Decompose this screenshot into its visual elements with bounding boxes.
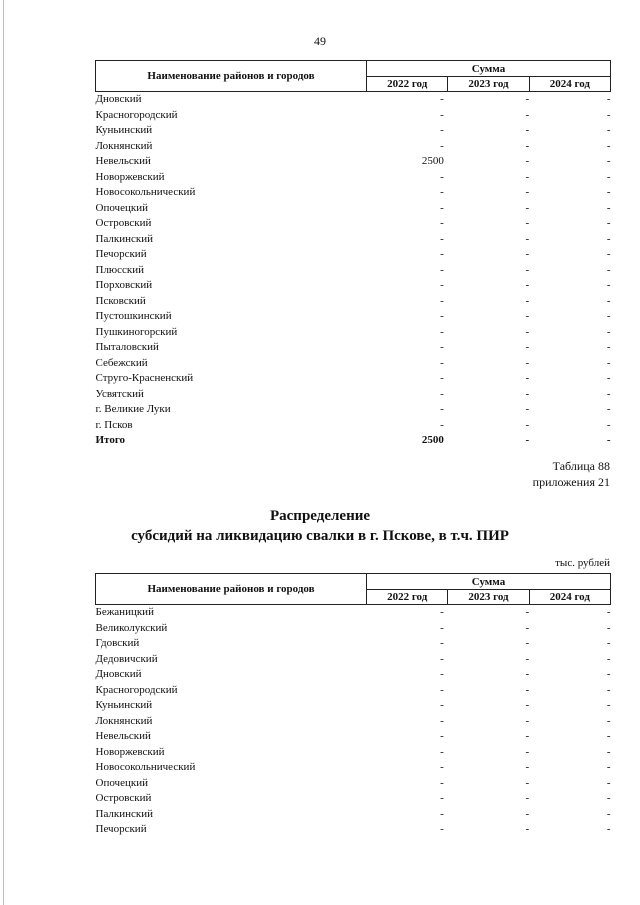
district-name: Великолукский [95, 621, 168, 634]
subsidy-table-2 [95, 573, 611, 838]
district-name: Куньинский [95, 124, 153, 136]
amount-cell: - [440, 108, 444, 121]
district-name: Плюсский [95, 263, 145, 276]
amount-cell: - [525, 668, 530, 680]
amount-cell: - [440, 201, 444, 214]
table-row [96, 232, 611, 248]
amount-cell: - [440, 341, 444, 353]
amount-cell: - [525, 637, 530, 649]
district-name: Опочецкий [95, 201, 148, 214]
amount-cell: - [440, 263, 444, 276]
amount-cell: - [606, 761, 611, 773]
amount-cell: - [606, 745, 611, 758]
amount-cell: - [440, 621, 444, 634]
amount-cell: - [606, 108, 611, 121]
amount-cell: - [606, 621, 611, 634]
amount-cell: - [606, 714, 611, 727]
amount-cell: - [606, 434, 611, 446]
table-row [96, 170, 611, 186]
district-name: г. Великие Луки [95, 403, 171, 415]
amount-cell: - [440, 232, 444, 245]
district-name: Себежский [95, 356, 148, 369]
district-name: Локнянский [95, 714, 153, 727]
amount-cell: - [440, 93, 444, 105]
amount-cell: - [440, 387, 444, 400]
table-caption [533, 458, 610, 490]
amount-cell: - [606, 730, 611, 742]
amount-cell: - [440, 170, 444, 183]
amount-cell: - [440, 652, 444, 665]
table-row [96, 745, 611, 761]
table-row [96, 108, 611, 124]
district-name: Локнянский [95, 139, 153, 152]
amount-cell: - [525, 792, 530, 804]
amount-cell: - [525, 186, 530, 198]
table-row [96, 683, 611, 699]
district-name: Дновский [95, 93, 142, 105]
amount-cell: - [525, 714, 530, 727]
table-row [96, 371, 611, 387]
amount-cell: - [606, 403, 611, 415]
amount-cell: - [440, 279, 444, 291]
district-name: Новосокольнический [95, 761, 196, 773]
amount-cell: - [525, 652, 530, 665]
amount-cell: - [440, 248, 444, 260]
amount-cell: - [440, 186, 444, 198]
table-row [96, 667, 611, 683]
amount-cell: - [440, 139, 444, 152]
amount-cell: - [440, 683, 444, 696]
amount-cell: - [606, 356, 611, 369]
amount-cell: - [440, 372, 444, 384]
page-number: 49 [314, 34, 326, 48]
amount-cell: - [440, 823, 444, 835]
district-name: Новосокольнический [95, 186, 196, 198]
district-name: Новоржевский [95, 745, 165, 758]
amount-cell: - [606, 217, 611, 229]
district-name: Гдовский [95, 637, 140, 649]
amount-cell: - [606, 792, 611, 804]
amount-cell: - [606, 232, 611, 245]
amount-cell: - [525, 372, 530, 384]
district-name: Островский [95, 217, 152, 229]
district-name: г. Псков [95, 418, 133, 431]
amount-cell: - [606, 637, 611, 649]
amount-cell: - [440, 124, 444, 136]
table-row [96, 729, 611, 745]
amount-cell: - [525, 761, 530, 773]
district-name: Красногородский [95, 108, 178, 121]
amount-cell: - [525, 606, 530, 618]
column-header-sum: Сумма [367, 574, 611, 590]
district-name: Печорский [95, 248, 147, 260]
amount-cell: - [606, 279, 611, 291]
amount-cell: - [606, 823, 611, 835]
table-row [96, 776, 611, 792]
district-name: Псковский [95, 294, 146, 307]
amount-cell: - [440, 699, 444, 711]
table-row [96, 652, 611, 668]
table-row [96, 760, 611, 776]
district-name: Пыталовский [95, 341, 159, 353]
amount-cell: - [525, 730, 530, 742]
amount-cell: - [525, 217, 530, 229]
amount-cell: - [440, 776, 444, 789]
table-row [96, 201, 611, 217]
column-header-sum: Сумма [367, 61, 611, 77]
district-name: Пушкиногорский [95, 325, 178, 338]
section-title-line1: Распределение [269, 508, 371, 524]
amount-cell: - [440, 792, 444, 804]
amount-cell: - [525, 341, 530, 353]
amount-cell: - [525, 263, 530, 276]
table-body [96, 605, 611, 838]
amount-cell: - [606, 186, 611, 198]
amount-cell: - [606, 263, 611, 276]
table-row [96, 263, 611, 279]
amount-cell: - [606, 699, 611, 711]
amount-cell: - [525, 434, 530, 446]
column-header-year: 2024 год [529, 77, 610, 92]
table-row [96, 621, 611, 637]
page-edge-line [3, 0, 4, 905]
table-row [96, 791, 611, 807]
amount-cell: - [440, 418, 444, 431]
district-name: Дновский [95, 668, 142, 680]
appendix-reference: приложения 21 [532, 475, 610, 489]
table-row [96, 387, 611, 403]
amount-cell: - [606, 683, 611, 696]
amount-cell: 2500 [421, 155, 444, 167]
amount-cell: - [525, 294, 530, 307]
amount-cell: - [525, 807, 530, 820]
amount-cell: - [525, 279, 530, 291]
district-name: Невельский [95, 155, 151, 167]
district-name: Дедовичский [95, 652, 158, 665]
district-name: Новоржевский [95, 170, 165, 183]
amount-cell: - [606, 668, 611, 680]
district-name: Островский [95, 792, 152, 804]
amount-cell: - [525, 124, 530, 136]
amount-cell: - [525, 325, 530, 338]
district-name: Невельский [95, 730, 151, 742]
amount-cell: - [525, 93, 530, 105]
amount-cell: - [525, 201, 530, 214]
amount-cell: - [440, 761, 444, 773]
amount-cell: - [606, 418, 611, 431]
amount-cell: - [606, 93, 611, 105]
amount-cell: - [525, 139, 530, 152]
column-header-year: 2023 год [448, 590, 529, 605]
amount-cell: - [606, 294, 611, 307]
table-row [96, 185, 611, 201]
amount-cell: - [440, 403, 444, 415]
amount-cell: - [525, 108, 530, 121]
amount-cell: - [440, 310, 444, 322]
column-header-year: 2023 год [448, 77, 529, 92]
amount-cell: - [606, 201, 611, 214]
amount-cell: - [525, 621, 530, 634]
table-row [96, 216, 611, 232]
amount-cell: - [606, 155, 611, 167]
table-row [96, 807, 611, 823]
amount-cell: - [440, 745, 444, 758]
amount-cell: - [525, 155, 530, 167]
amount-cell: - [440, 325, 444, 338]
column-header-name: Наименование районов и городов [96, 574, 367, 605]
table-row [96, 698, 611, 714]
amount-cell: - [525, 683, 530, 696]
district-name: Красногородский [95, 683, 178, 696]
table-row [96, 822, 611, 838]
amount-cell: - [606, 310, 611, 322]
table-row [96, 247, 611, 263]
amount-cell: - [440, 714, 444, 727]
amount-cell: - [525, 699, 530, 711]
amount-cell: - [440, 637, 444, 649]
amount-cell: - [606, 248, 611, 260]
amount-cell: - [525, 776, 530, 789]
amount-cell: - [606, 387, 611, 400]
table-row [96, 714, 611, 730]
section-title [0, 506, 640, 546]
district-name: Усвятский [95, 387, 144, 400]
amount-cell: - [606, 139, 611, 152]
amount-cell: - [606, 606, 611, 618]
amount-cell: - [525, 356, 530, 369]
amount-cell: - [525, 418, 530, 431]
amount-cell: - [606, 652, 611, 665]
table-row [96, 325, 611, 341]
amount-cell: - [606, 341, 611, 353]
column-header-name: Наименование районов и городов [96, 61, 367, 92]
amount-cell: - [525, 403, 530, 415]
district-name: Бежаницкий [95, 606, 154, 618]
amount-cell: 2500 [421, 434, 444, 446]
table-row [96, 402, 611, 418]
column-header-year: 2022 год [367, 77, 448, 92]
subsidy-table-1 [95, 60, 611, 449]
amount-cell: - [525, 387, 530, 400]
amount-cell: - [440, 606, 444, 618]
table-row [96, 139, 611, 155]
total-label: Итого [95, 434, 126, 446]
amount-cell: - [606, 372, 611, 384]
district-name: Палкинский [95, 232, 154, 245]
table-row [96, 605, 611, 621]
units-label: тыс. рублей [555, 557, 610, 569]
table-row [96, 294, 611, 310]
table-row [96, 309, 611, 325]
table-row [96, 154, 611, 170]
district-name: Палкинский [95, 807, 154, 820]
amount-cell: - [606, 124, 611, 136]
amount-cell: - [606, 776, 611, 789]
amount-cell: - [606, 325, 611, 338]
district-name: Опочецкий [95, 776, 148, 789]
amount-cell: - [525, 248, 530, 260]
table-row [96, 340, 611, 356]
amount-cell: - [525, 823, 530, 835]
district-name: Куньинский [95, 699, 153, 711]
amount-cell: - [440, 668, 444, 680]
amount-cell: - [440, 294, 444, 307]
total-row [96, 433, 611, 449]
district-name: Пустошкинский [95, 310, 172, 322]
amount-cell: - [440, 356, 444, 369]
table-row [96, 278, 611, 294]
district-name: Порховский [95, 279, 153, 291]
amount-cell: - [525, 232, 530, 245]
amount-cell: - [440, 217, 444, 229]
section-title-line2: субсидий на ликвидацию свалки в г. Пскове, в т.ч. ПИР [131, 528, 509, 544]
column-header-year: 2022 год [367, 590, 448, 605]
district-name: Струго-Красненский [95, 372, 194, 384]
amount-cell: - [525, 170, 530, 183]
table-body [96, 92, 611, 449]
table-number: Таблица 88 [552, 459, 610, 473]
amount-cell: - [606, 807, 611, 820]
table-row [96, 636, 611, 652]
amount-cell: - [525, 310, 530, 322]
table-row [96, 123, 611, 139]
column-header-year: 2024 год [529, 590, 610, 605]
amount-cell: - [440, 807, 444, 820]
district-name: Печорский [95, 823, 147, 835]
table-row [96, 92, 611, 108]
amount-cell: - [606, 170, 611, 183]
table-row [96, 418, 611, 434]
table-row [96, 356, 611, 372]
amount-cell: - [440, 730, 444, 742]
amount-cell: - [525, 745, 530, 758]
